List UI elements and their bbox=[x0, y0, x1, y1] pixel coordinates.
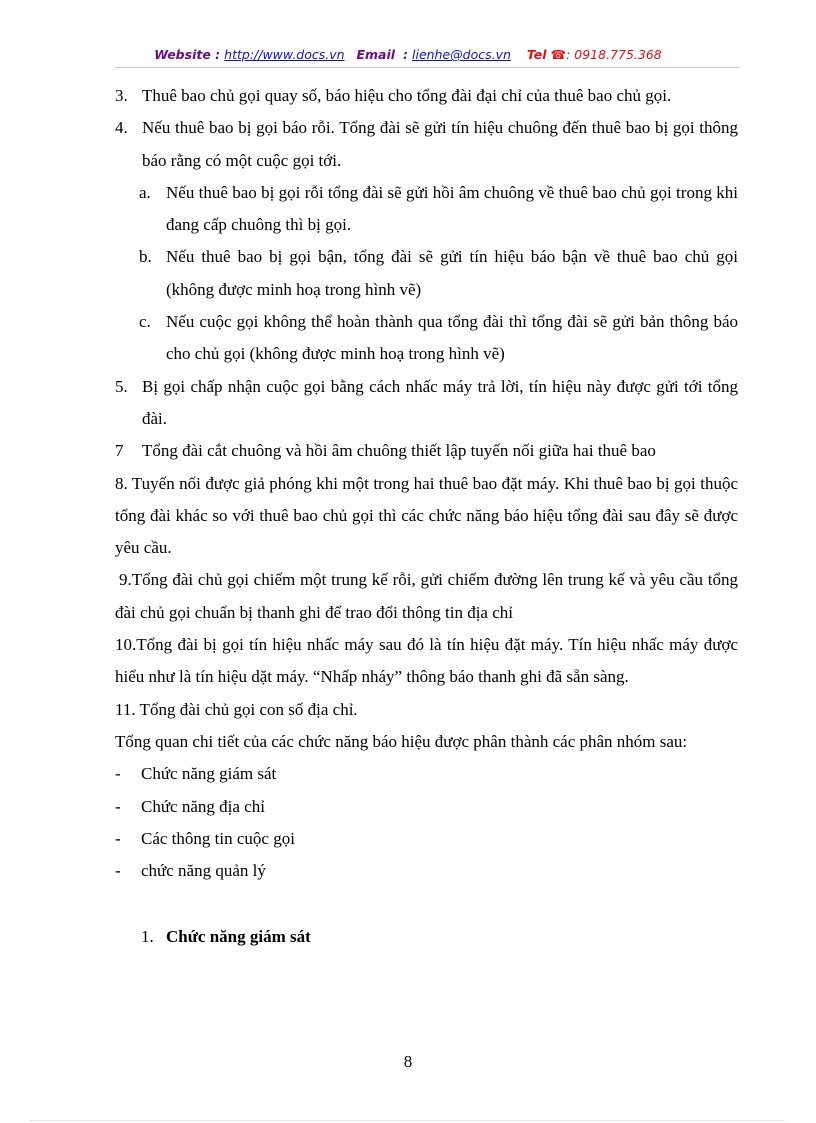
bullet-marker: - bbox=[115, 796, 121, 816]
tel-value: : 0918.775.368 bbox=[566, 47, 662, 62]
sub-list-item bbox=[115, 306, 738, 371]
website-label: Website : bbox=[154, 47, 221, 62]
bullet-marker: - bbox=[115, 861, 121, 881]
page-number: 8 bbox=[403, 1052, 413, 1071]
list-marker: 3. bbox=[115, 86, 128, 105]
list-item-text: Bị gọi chấp nhận cuộc gọi bằng cách nhấc máy trả lời, tín hiệu này được gửi tới tổng đài. bbox=[142, 376, 738, 428]
bullet-item bbox=[115, 791, 738, 823]
email-separator: : bbox=[403, 47, 409, 62]
bullet-text: chức năng quản lý bbox=[141, 861, 266, 881]
tel-label: Tel bbox=[526, 47, 547, 62]
bullet-item bbox=[115, 855, 738, 887]
sub-list-item bbox=[115, 241, 738, 306]
paragraph: 11. Tổng đài chủ gọi con số địa chỉ. bbox=[115, 699, 358, 719]
spacer bbox=[115, 887, 738, 921]
section-heading bbox=[115, 921, 738, 953]
list-item bbox=[115, 112, 738, 177]
list-item-text: Tổng đài cắt chuông và hồi âm chuông thiết lập tuyến nối giữa hai thuê bao bbox=[142, 441, 656, 461]
list-marker: c. bbox=[139, 312, 151, 332]
list-item-text: Nếu thuê bao bị gọi rỗi tổng đài sẽ gửi hồi âm chuông về thuê bao chủ gọi trong khi đang cấp chuông thì bị gọi. bbox=[166, 182, 738, 235]
paragraph: 10.Tổng đài bị gọi tín hiệu nhấc máy sau đó là tín hiệu đặt máy. Tín hiệu nhấc máy được hiểu như là tín hiệu dặt máy. “Nhấp nháy” thông báo thanh ghi đã sẵn sàng. bbox=[115, 635, 738, 687]
email-link[interactable]: lienhe@docs.vn bbox=[412, 47, 511, 62]
sub-list-item bbox=[115, 177, 738, 242]
email-label: Email bbox=[356, 47, 396, 62]
list-item bbox=[115, 435, 738, 467]
heading-text: Chức năng giám sát bbox=[166, 927, 311, 947]
bullet-item bbox=[115, 823, 738, 855]
list-marker: 5. bbox=[115, 376, 128, 396]
list-item-text: Nếu cuộc gọi không thể hoàn thành qua tổng đài thì tổng đài sẽ gửi bản thông báo cho chủ gọi (không được minh hoạ trong hình vẽ) bbox=[166, 312, 738, 364]
page-header bbox=[0, 47, 816, 62]
bullet-text: Các thông tin cuộc gọi bbox=[141, 828, 295, 848]
bullet-marker: - bbox=[115, 764, 121, 784]
phone-icon: ☎ bbox=[550, 47, 567, 62]
paragraph: Tổng quan chi tiết của các chức năng báo hiệu được phân thành các phân nhóm sau: bbox=[115, 731, 688, 751]
bullet-marker: - bbox=[115, 828, 121, 848]
list-marker: a. bbox=[139, 182, 151, 202]
list-marker: b. bbox=[139, 247, 152, 267]
heading-number: 1. bbox=[141, 927, 154, 947]
document-body bbox=[115, 80, 738, 954]
website-link[interactable]: http://www.docs.vn bbox=[224, 47, 345, 62]
list-marker: 7 bbox=[115, 441, 124, 461]
bullet-item bbox=[115, 758, 738, 790]
list-item bbox=[115, 371, 738, 436]
bullet-text: Chức năng giám sát bbox=[141, 764, 277, 784]
list-marker: 4. bbox=[115, 118, 128, 138]
paragraph: 8. Tuyến nối được giả phóng khi một trong hai thuê bao đặt máy. Khi thuê bao bị gọi thuộc tổng đài khác so với thuê bao chủ gọi thì các chức năng báo hiệu tổng đài sau đây sẽ được yêu cầu. bbox=[115, 473, 738, 558]
header-divider bbox=[115, 67, 740, 68]
paragraph: 9.Tổng đài chủ gọi chiếm một trung kế rỗi, gửi chiếm đường lên trung kế và yêu cầu tổng đài chủ gọi chuẩn bị thanh ghi để trao đổi thông tin địa chỉ bbox=[115, 570, 738, 622]
list-item-text: Nếu thuê bao bị gọi báo rỗi. Tổng đài sẽ gửi tín hiệu chuông đến thuê bao bị gọi thông báo rằng có một cuộc gọi tới. bbox=[142, 118, 738, 170]
list-item-text: Nếu thuê bao bị gọi bận, tổng đài sẽ gửi tín hiệu báo bận về thuê bao chủ gọi (không được minh hoạ trong hình vẽ) bbox=[166, 247, 738, 299]
footer-divider bbox=[30, 1120, 786, 1121]
list-item bbox=[115, 80, 738, 112]
bullet-text: Chức năng địa chỉ bbox=[141, 796, 265, 816]
list-item-text: Thuê bao chủ gọi quay số, báo hiệu cho tổng đài đại chỉ của thuê bao chủ gọi. bbox=[142, 86, 672, 105]
